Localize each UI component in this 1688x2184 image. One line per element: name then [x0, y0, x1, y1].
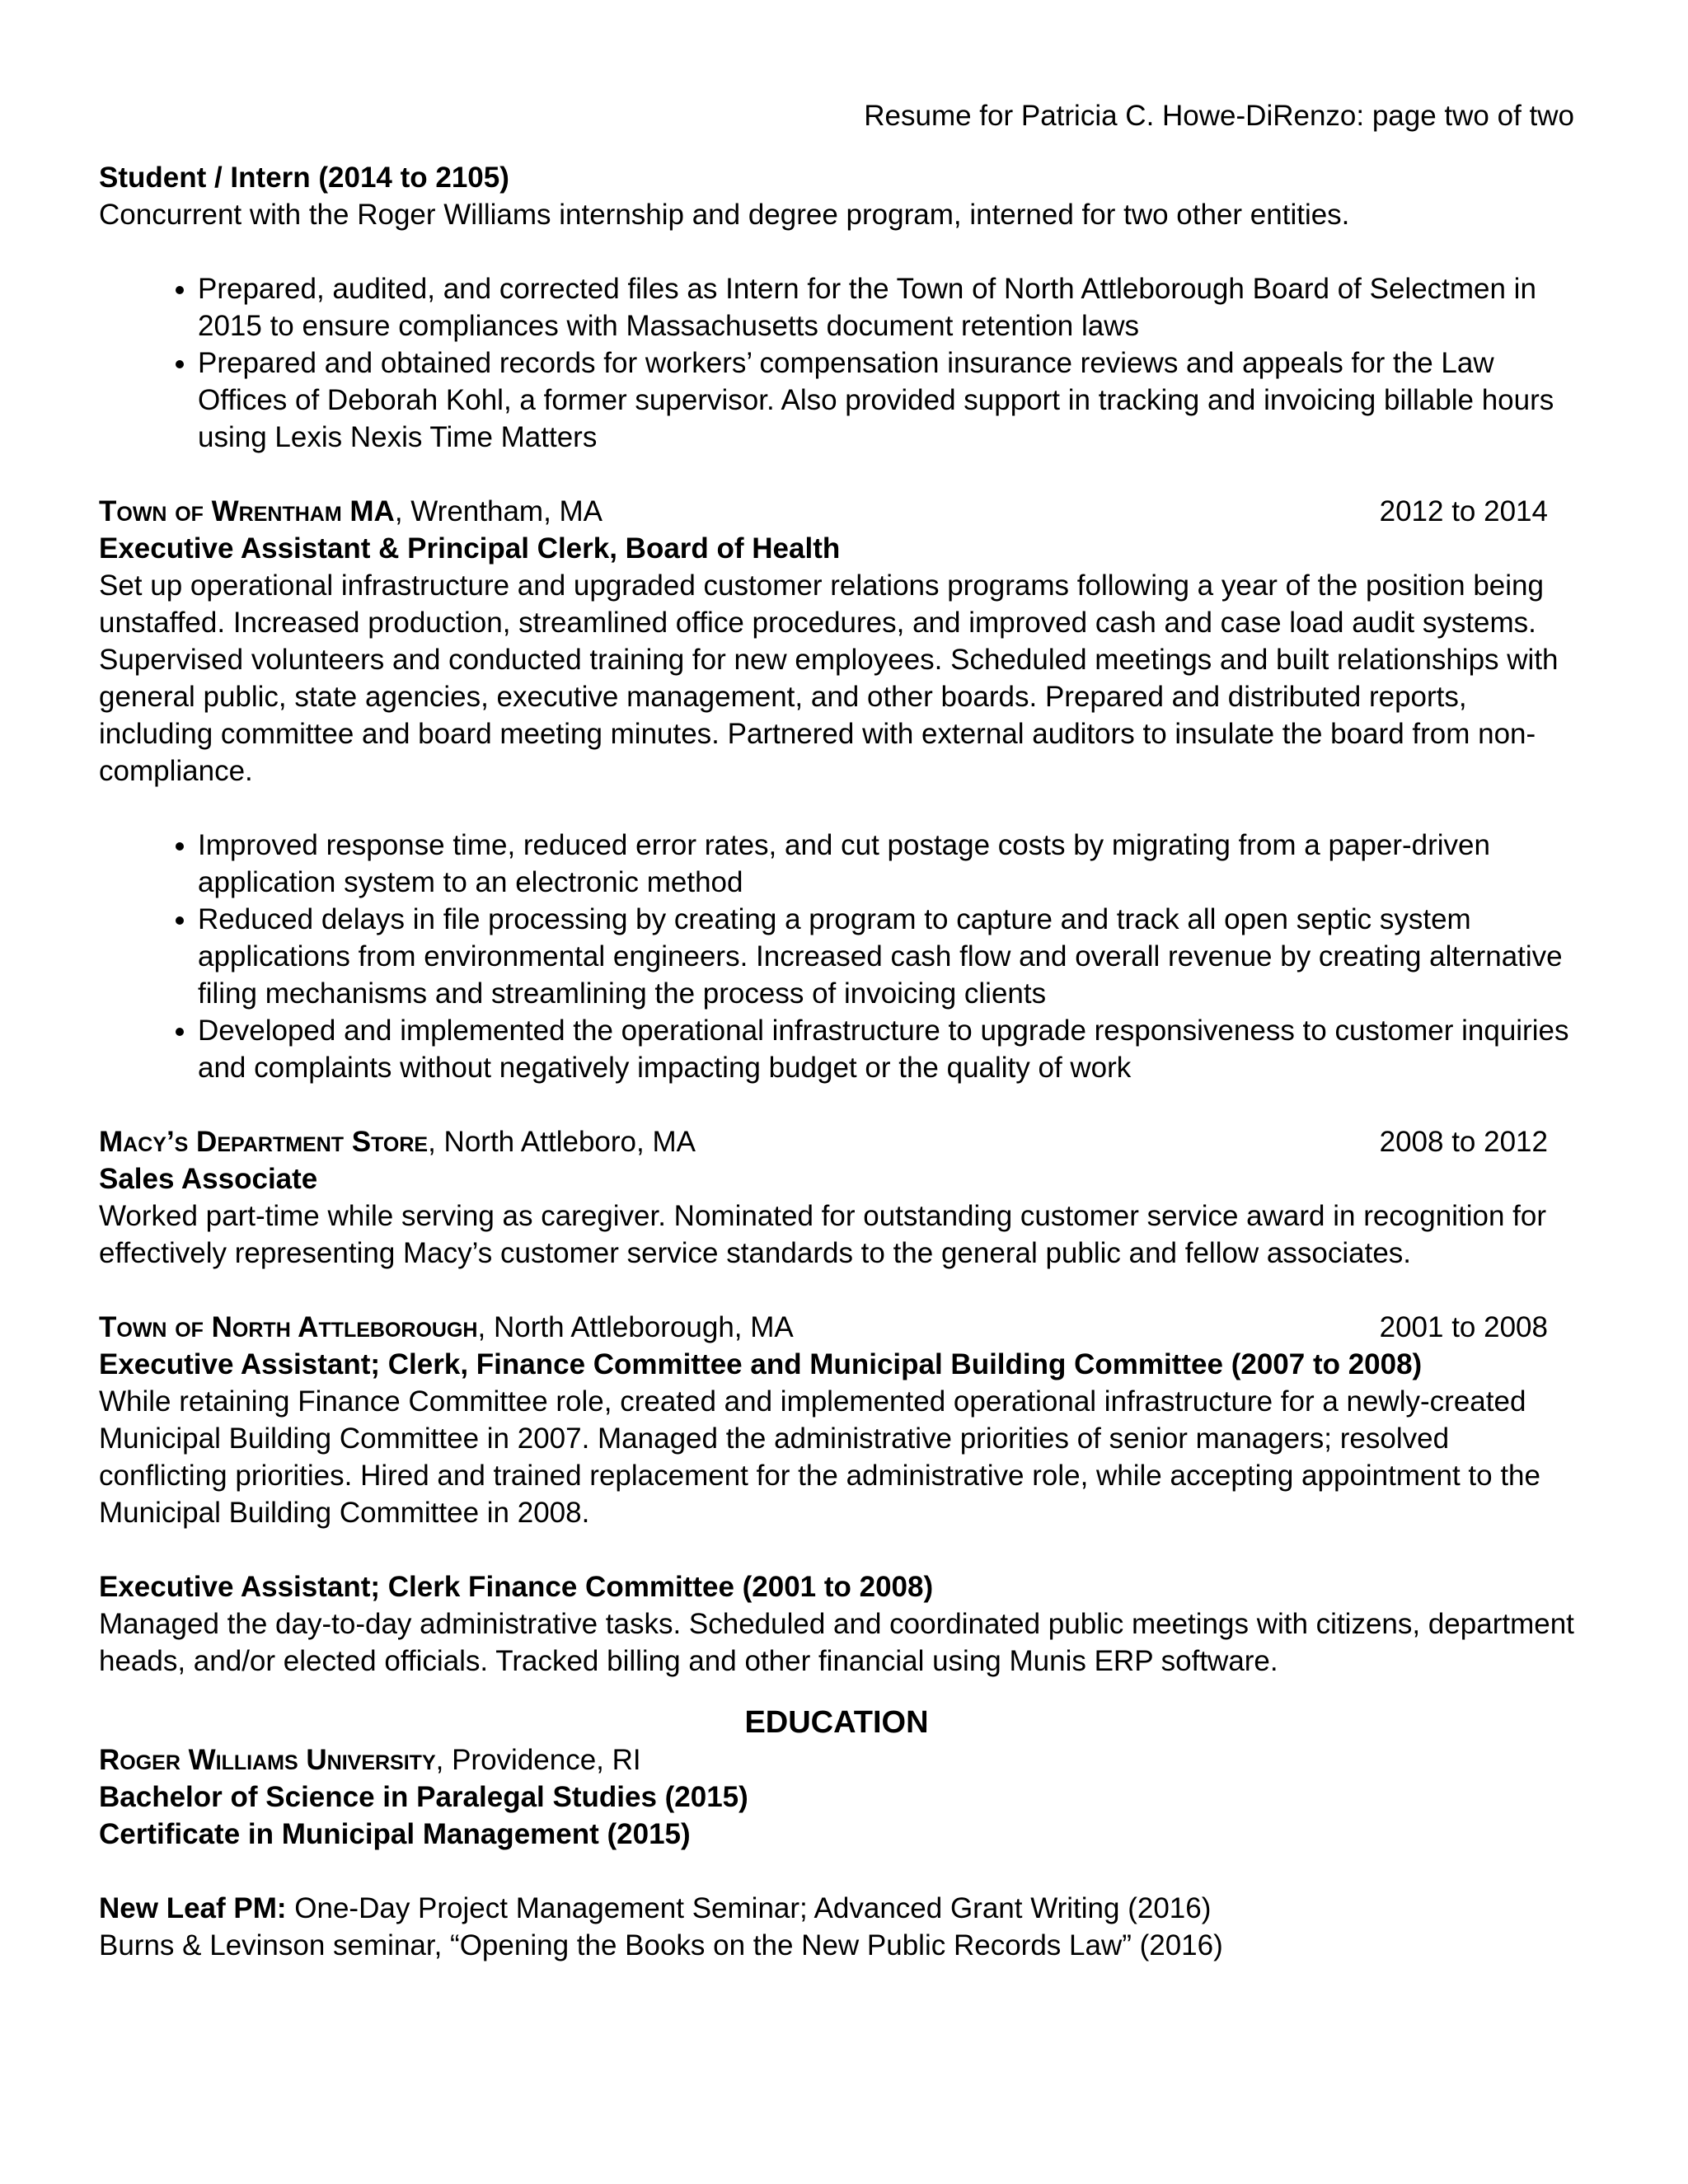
job-title: Executive Assistant & Principal Clerk, Board of Health: [99, 532, 841, 565]
list-item: • Prepared and obtained records for workers’ compensation insurance reviews and appeals for the Law Offices of Deborah Kohl, a former supervisor. Also provided support in tracking and invoicing billable hours using Lexis Nexis Time Matters: [198, 344, 1574, 456]
newleaf-text: One-Day Project Management Seminar; Advanced Grant Writing (2016): [286, 1892, 1212, 1924]
employer-name: Macy’s Department Store: [99, 1126, 429, 1158]
macys-section: [99, 1123, 1574, 1272]
job-description: While retaining Finance Committee role, created and implemented operational infrastructure for a newly-created Municipal Building Committee in 2007. Managed the administrative priorities of senior managers; resolved conflicting priorities. Hired and trained replacement for the administrative role, while accepting appointment to the Municipal Building Committee in 2008.: [99, 1385, 1540, 1529]
list-item: • Improved response time, reduced error rates, and cut postage costs by migrating from a paper-driven application system to an electronic method: [198, 827, 1574, 901]
list-item: • Prepared, audited, and corrected files as Intern for the Town of North Attleborough Board of Selectmen in 2015 to ensure compliances with Massachusetts document retention laws: [198, 270, 1574, 344]
intern-bullet-list: [99, 270, 1574, 456]
resume-page: [99, 97, 1574, 1964]
burns-seminar: Burns & Levinson seminar, “Opening the Books on the New Public Records Law” (2016): [99, 1929, 1223, 1961]
north-attleborough-section: [99, 1309, 1574, 1680]
employer-name: Town of North Attleborough: [99, 1311, 478, 1343]
job-description: Set up operational infrastructure and upgraded customer relations programs following a year of the position being unstaffed. Increased production, streamlined office procedures, and improved cash and case load audit systems. Supervised volunteers and conducted training for new employees. Scheduled meetings and built relationships with general public, state agencies, executive management, and other boards. Prepared and distributed reports, including committee and board meeting minutes. Partnered with external auditors to insulate the board from non-compliance.: [99, 569, 1559, 787]
job-title: Sales Associate: [99, 1163, 318, 1195]
intern-section: [99, 159, 1574, 456]
list-item: • Reduced delays in file processing by creating a program to capture and track all open septic system applications from environmental engineers. Increased cash flow and overall revenue by creating alternative filing mechanisms and streamlining the process of invoicing clients: [198, 901, 1574, 1012]
wrentham-section: [99, 493, 1574, 1086]
wrentham-bullet-list: [99, 827, 1574, 1086]
employer-line: [99, 1309, 1574, 1346]
intern-description: Concurrent with the Roger Williams internship and degree program, interned for two other entities.: [99, 199, 1350, 231]
job-title: Executive Assistant; Clerk, Finance Committee and Municipal Building Committee (2007 to 2008): [99, 1348, 1423, 1380]
education-section: [99, 1704, 1574, 1964]
employer-location: , North Attleborough, MA: [477, 1311, 794, 1343]
page-header: Resume for Patricia C. Howe-DiRenzo: page two of two: [864, 100, 1574, 132]
newleaf-label: New Leaf PM:: [99, 1892, 287, 1924]
employer-location: , North Attleboro, MA: [428, 1126, 696, 1158]
degree: Bachelor of Science in Paralegal Studies (2015): [99, 1781, 748, 1813]
employment-dates: 2008 to 2012: [1379, 1126, 1548, 1158]
employer-line: [99, 493, 1574, 530]
school-location: , Providence, RI: [435, 1744, 641, 1776]
education-heading: EDUCATION: [744, 1705, 929, 1740]
job-title: Executive Assistant; Clerk Finance Committee (2001 to 2008): [99, 1571, 934, 1603]
certificate: Certificate in Municipal Management (2015): [99, 1818, 691, 1850]
employer-name: Town of Wrentham MA: [99, 495, 395, 527]
employer-location: , Wrentham, MA: [394, 495, 603, 527]
employment-dates: 2012 to 2014: [1379, 495, 1548, 527]
employer-line: [99, 1123, 1574, 1160]
job-description: Worked part-time while serving as caregiver. Nominated for outstanding customer service award in recognition for effectively representing Macy’s customer service standards to the general public and fellow associates.: [99, 1200, 1546, 1269]
job-description: Managed the day-to-day administrative tasks. Scheduled and coordinated public meetings with citizens, department heads, and/or elected officials. Tracked billing and other financial using Munis ERP software.: [99, 1608, 1574, 1677]
intern-title: Student / Intern (2014 to 2105): [99, 162, 509, 194]
school-name: Roger Williams University: [99, 1744, 436, 1776]
list-item: • Developed and implemented the operational infrastructure to upgrade responsiveness to customer inquiries and complaints without negatively impacting budget or the quality of work: [198, 1012, 1574, 1086]
employment-dates: 2001 to 2008: [1379, 1311, 1548, 1343]
